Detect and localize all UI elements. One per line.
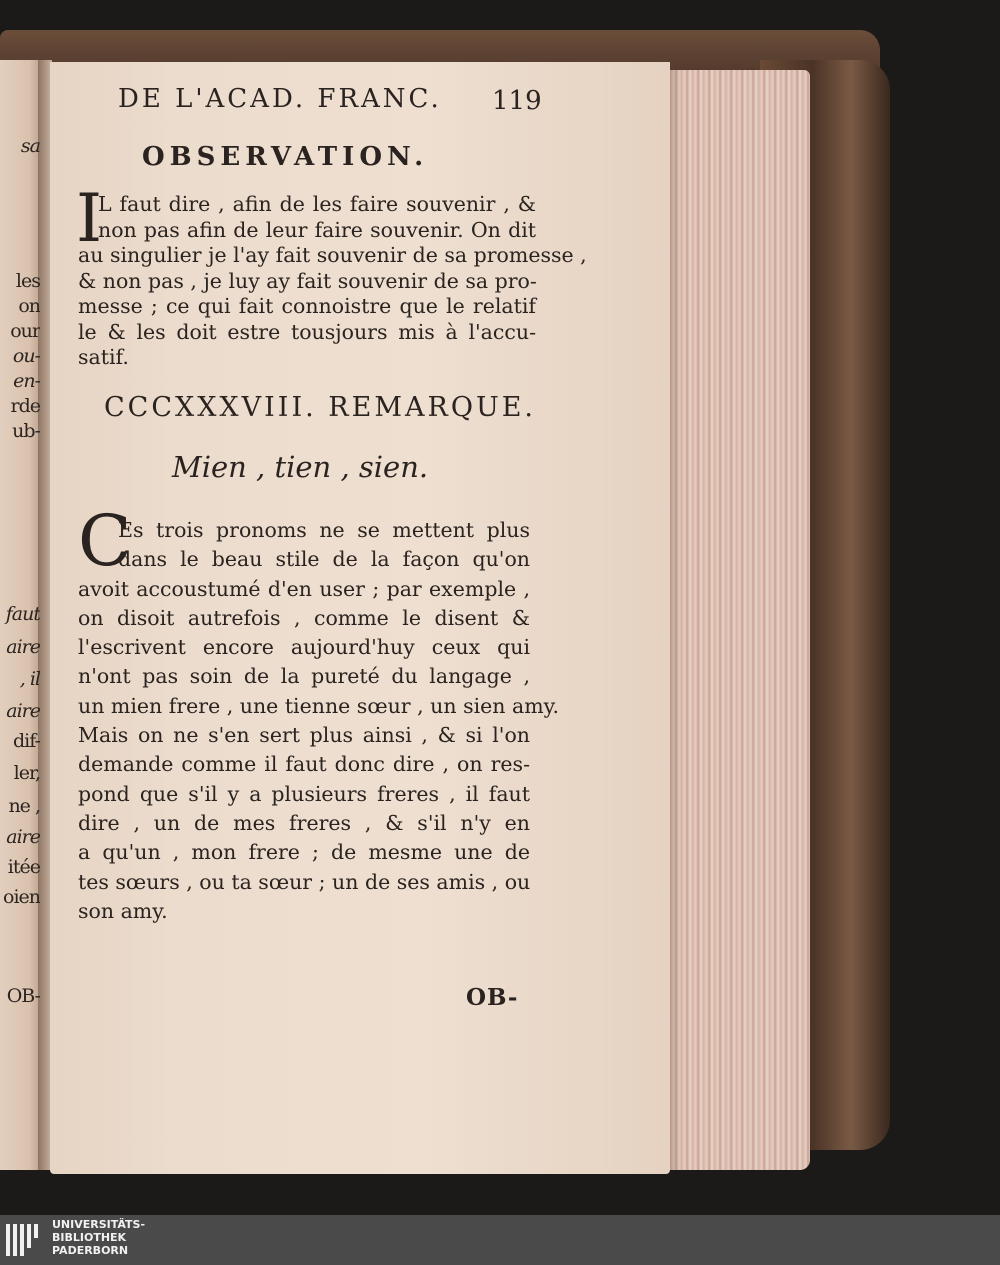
remarque-line: son amy. — [78, 898, 168, 923]
left-page-fragment: sa — [20, 135, 40, 157]
library-logo-icon — [4, 1220, 44, 1260]
remarque-line: dans le beau stile de la façon qu'on — [118, 547, 530, 572]
observation-line: & non pas , je luy ay fait souvenir de sa pro- — [78, 268, 537, 293]
left-page-fragment: en- — [13, 370, 40, 392]
observation-line: L faut dire , afin de les faire souvenir , & — [98, 192, 536, 216]
remarque-line: tes sœurs , ou ta sœur ; un de ses amis , ou — [78, 869, 531, 894]
observation-dropcap: I — [76, 180, 103, 257]
left-page-fragment: ou- — [12, 345, 40, 367]
observation-line: messe ; ce qui fait connoistre que le relatif — [78, 294, 536, 318]
left-page-fragment: aire — [6, 826, 40, 848]
observation-line: le & les doit estre tousjours mis à l'accu- — [78, 319, 536, 344]
left-page-fragment: ler, — [13, 762, 40, 784]
remarque-line: on disoit autrefois , comme le disent & — [78, 605, 530, 630]
remarque-dropcap: C — [78, 500, 132, 582]
page-edges — [660, 70, 810, 1170]
left-page-fragment: dif- — [12, 730, 40, 752]
left-page-fragment: itée — [7, 856, 40, 878]
observation-paragraph — [78, 192, 587, 371]
remarque-line: dire , un de mes freres , & s'il n'y en — [78, 810, 530, 835]
library-name — [52, 1218, 145, 1257]
page-number: 119 — [492, 86, 542, 116]
remarque-line: Mais on ne s'en sert plus ainsi , & si l'on — [78, 723, 530, 748]
remarque-line: Es trois pronoms ne se mettent plus — [118, 518, 530, 542]
left-page-fragment: OB- — [6, 985, 40, 1007]
left-page-fragment: our — [10, 320, 40, 342]
running-head: DE L'ACAD. FRANC. — [118, 84, 442, 114]
remarque-title: Mien , tien , sien. — [172, 450, 429, 484]
remarque-paragraph — [78, 516, 560, 926]
remarque-line: n'ont pas soin de la pureté du langage , — [78, 664, 530, 689]
left-page-fragment: , il — [19, 668, 40, 690]
left-page-fragment: oien — [3, 886, 40, 908]
left-page-fragment: aire — [6, 636, 40, 658]
observation-line: au singulier je l'ay fait souvenir de sa promesse , — [78, 243, 587, 267]
left-page-fragment: les — [15, 270, 40, 292]
remarque-line: l'escrivent encore aujourd'huy ceux qui — [78, 635, 530, 660]
observation-heading: OBSERVATION. — [142, 142, 429, 172]
left-page-fragment: on — [18, 295, 40, 317]
remarque-line: avoit accoustumé d'en user ; par exemple , — [78, 576, 530, 601]
left-page-fragment: ub- — [12, 420, 40, 442]
remarque-line: pond que s'il y a plusieurs freres , il faut — [78, 781, 530, 806]
observation-line: non pas afin de leur faire souvenir. On dit — [98, 217, 536, 242]
footer-logo-bar — [0, 1215, 1000, 1265]
left-page-fragment: aire — [6, 700, 40, 722]
library-name-line-3: PADERBORN — [52, 1244, 129, 1257]
library-name-line-1: UNIVERSITÄTS- — [52, 1218, 146, 1231]
left-page-fragment: rde — [10, 395, 40, 417]
remarque-line: un mien frere , une tienne sœur , un sien amy. — [78, 693, 560, 718]
remarque-heading: CCCXXXVIII. REMARQUE. — [104, 392, 536, 423]
remarque-line: demande comme il faut donc dire , on res- — [78, 752, 530, 777]
left-page-fragment: faut — [5, 603, 40, 625]
observation-line: satif. — [78, 345, 129, 369]
catchword: OB- — [466, 984, 519, 1011]
library-name-line-2: BIBLIOTHEK — [52, 1231, 127, 1244]
left-page-fragment: ne , — [8, 795, 40, 817]
remarque-line: a qu'un , mon frere ; de mesme une de — [78, 840, 530, 865]
